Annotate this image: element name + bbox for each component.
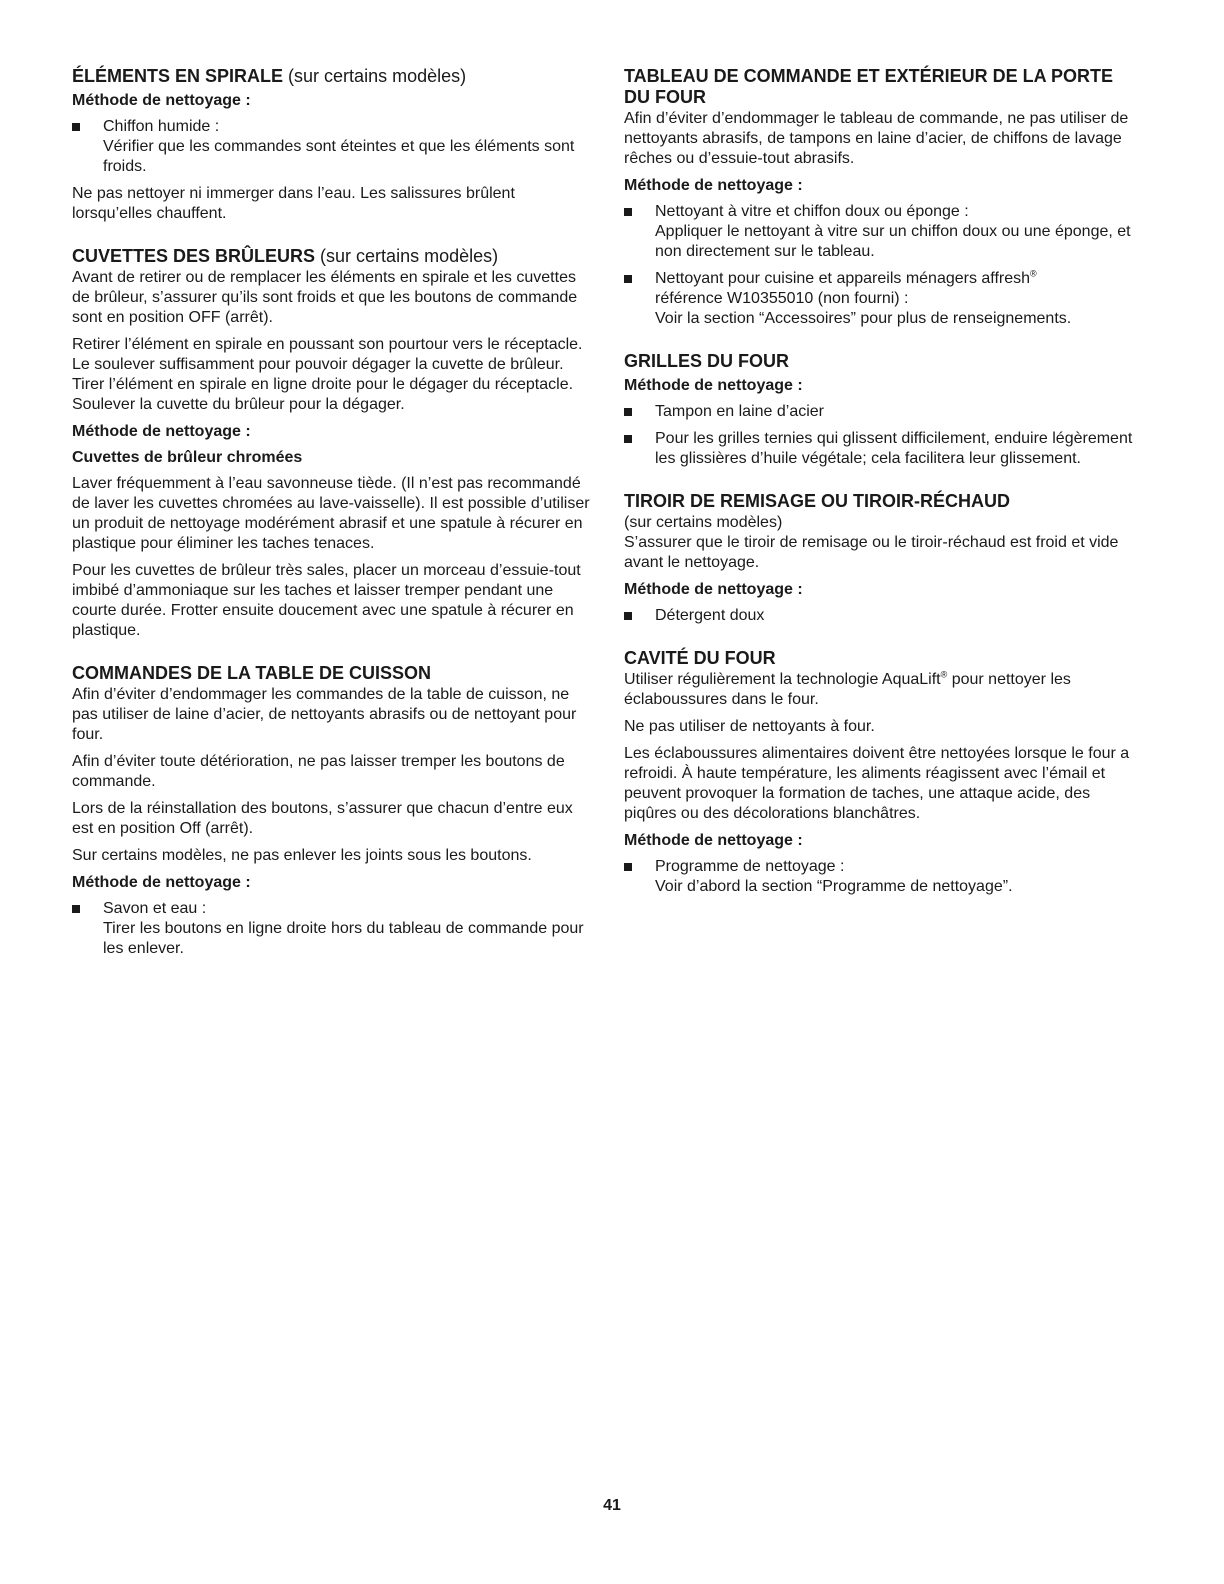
bullet-lead-b: référence W10355010 (non fourni) : — [655, 290, 909, 307]
section-title: GRILLES DU FOUR — [624, 351, 789, 371]
bullet-lead: Programme de nettoyage : — [655, 858, 845, 875]
method-heading: Méthode de nettoyage : — [72, 423, 251, 440]
method-heading: Méthode de nettoyage : — [624, 832, 803, 849]
bullet-text: Voir la section “Accessoires” pour plus de renseignements. — [655, 310, 1072, 327]
method-heading: Méthode de nettoyage : — [72, 874, 251, 891]
title-suffix: (sur certains modèles) — [288, 66, 467, 86]
bullet-list — [624, 202, 1142, 329]
section-tiroir-de-remisage — [624, 491, 1142, 626]
section-elements-en-spirale — [72, 66, 590, 224]
method-heading: Méthode de nettoyage : — [72, 92, 251, 109]
bullet-text: Tampon en laine d’acier — [655, 403, 824, 420]
paragraph: Pour les cuvettes de brûleur très sales, placer un morceau d’essuie-tout imbibé d’ammoniaque sur les taches et laisser tremper pendant une courte durée. Frotter ensuite doucement avec une spatule à récurer en plastique. — [72, 562, 581, 639]
bullet-text: Détergent doux — [655, 607, 765, 624]
bullet-list — [72, 899, 590, 959]
paragraph: Avant de retirer ou de remplacer les éléments en spirale et les cuvettes de brûleur, s’assurer qu’ils sont froids et que les boutons de commande sont en position OFF (arrêt). — [72, 269, 578, 326]
square-bullet-icon — [624, 275, 632, 283]
list-item — [624, 402, 1142, 422]
bullet-lead: Nettoyant à vitre et chiffon doux ou éponge : — [655, 203, 969, 220]
paragraph-part-a: Utiliser régulièrement la technologie AquaLift — [624, 671, 941, 688]
section-subline: (sur certains modèles) — [624, 514, 783, 531]
paragraph: Sur certains modèles, ne pas enlever les joints sous les boutons. — [72, 847, 532, 864]
title-text: CUVETTES DES BRÛLEURS — [72, 246, 316, 266]
paragraph: Ne pas nettoyer ni immerger dans l’eau. Les salissures brûlent lorsqu’elles chauffent. — [72, 185, 515, 222]
paragraph-part-b: pour nettoyer les éclaboussures dans le four. — [624, 671, 1071, 708]
bullet-text: Appliquer le nettoyant à vitre sur un chiffon doux ou une éponge, et non directement sur le tableau. — [655, 223, 1131, 260]
section-title — [72, 246, 590, 267]
square-bullet-icon — [624, 435, 632, 443]
section-title: CAVITÉ DU FOUR — [624, 648, 776, 668]
square-bullet-icon — [624, 863, 632, 871]
bullet-list — [624, 402, 1142, 469]
left-column — [72, 66, 590, 981]
bullet-text: Pour les grilles ternies qui glissent difficilement, enduire légèrement les glissières d’huile végétale; cela facilitera leur glissement. — [655, 430, 1133, 467]
paragraph: Afin d’éviter d’endommager le tableau de commande, ne pas utiliser de nettoyants abrasifs, de tampons en laine d’acier, de chiffons de lavage rêches ou d’essuie-tout abrasifs. — [624, 110, 1129, 167]
right-column — [624, 66, 1142, 919]
paragraph: Lors de la réinstallation des boutons, s’assurer que chacun d’entre eux est en position Off (arrêt). — [72, 800, 573, 837]
page-number: 41 — [603, 1497, 621, 1514]
bullet-text: Tirer les boutons en ligne droite hors du tableau de commande pour les enlever. — [103, 920, 584, 957]
section-commandes-table-cuisson — [72, 663, 590, 959]
list-item — [72, 899, 590, 959]
list-item — [72, 117, 590, 177]
list-item — [624, 606, 1142, 626]
section-title — [72, 66, 590, 87]
square-bullet-icon — [624, 208, 632, 216]
square-bullet-icon — [72, 123, 80, 131]
paragraph: Afin d’éviter toute détérioration, ne pas laisser tremper les boutons de commande. — [72, 753, 565, 790]
list-item — [624, 269, 1142, 329]
square-bullet-icon — [72, 905, 80, 913]
method-heading: Méthode de nettoyage : — [624, 377, 803, 394]
section-cuvettes-des-bruleurs — [72, 246, 590, 641]
paragraph — [624, 670, 1142, 710]
section-tableau-de-commande — [624, 66, 1142, 329]
paragraph: Laver fréquemment à l’eau savonneuse tiède. (Il n’est pas recommandé de laver les cuvettes chromées au lave-vaisselle). Il est possible d’utiliser un produit de nettoyage modérément abrasif et une spatule à récurer en plastique pour éliminer les taches tenaces. — [72, 475, 590, 552]
paragraph: S’assurer que le tiroir de remisage ou le tiroir-réchaud est froid et vide avant le nettoyage. — [624, 534, 1119, 571]
paragraph: Retirer l’élément en spirale en poussant son pourtour vers le réceptacle. Le soulever suffisamment pour pouvoir dégager la cuvette de brûleur. Tirer l’élément en spirale en ligne droite pour le dégager du réceptacle. Soulever la cuvette du brûleur pour la dégager. — [72, 336, 583, 413]
list-item — [624, 202, 1142, 262]
section-title: COMMANDES DE LA TABLE DE CUISSON — [72, 663, 432, 683]
bullet-lead: Savon et eau : — [103, 900, 207, 917]
bullet-lead — [655, 269, 1142, 289]
square-bullet-icon — [624, 612, 632, 620]
title-text: ÉLÉMENTS EN SPIRALE — [72, 66, 284, 86]
section-grilles-du-four — [624, 351, 1142, 469]
method-heading: Méthode de nettoyage : — [624, 581, 803, 598]
bullet-lead-a: Nettoyant pour cuisine et appareils ménagers affresh — [655, 270, 1031, 287]
paragraph: Ne pas utiliser de nettoyants à four. — [624, 718, 875, 735]
registered-mark: ® — [940, 669, 948, 680]
subheading: Cuvettes de brûleur chromées — [72, 449, 303, 466]
bullet-text: Vérifier que les commandes sont éteintes et que les éléments sont froids. — [103, 138, 575, 175]
bullet-lead: Chiffon humide : — [103, 118, 220, 135]
title-suffix: (sur certains modèles) — [320, 246, 499, 266]
registered-mark: ® — [1030, 268, 1037, 279]
section-cavite-du-four — [624, 648, 1142, 897]
bullet-text: Voir d’abord la section “Programme de nettoyage”. — [655, 878, 1013, 895]
paragraph: Afin d’éviter d’endommager les commandes de la table de cuisson, ne pas utiliser de laine d’acier, de nettoyants abrasifs ou de nettoyant pour four. — [72, 686, 577, 743]
paragraph: Les éclaboussures alimentaires doivent être nettoyées lorsque le four a refroidi. À haute température, les aliments réagissent avec l’émail et peuvent provoquer la formation de taches, une attaque acide, des piqûres ou des décolorations blanchâtres. — [624, 745, 1130, 822]
bullet-list — [624, 606, 1142, 626]
list-item — [624, 857, 1142, 897]
bullet-list — [624, 857, 1142, 897]
list-item — [624, 429, 1142, 469]
method-heading: Méthode de nettoyage : — [624, 177, 803, 194]
section-title: TABLEAU DE COMMANDE ET EXTÉRIEUR DE LA PORTE DU FOUR — [624, 66, 1114, 107]
section-title: TIROIR DE REMISAGE OU TIROIR-RÉCHAUD — [624, 491, 1011, 511]
square-bullet-icon — [624, 408, 632, 416]
bullet-list — [72, 117, 590, 177]
